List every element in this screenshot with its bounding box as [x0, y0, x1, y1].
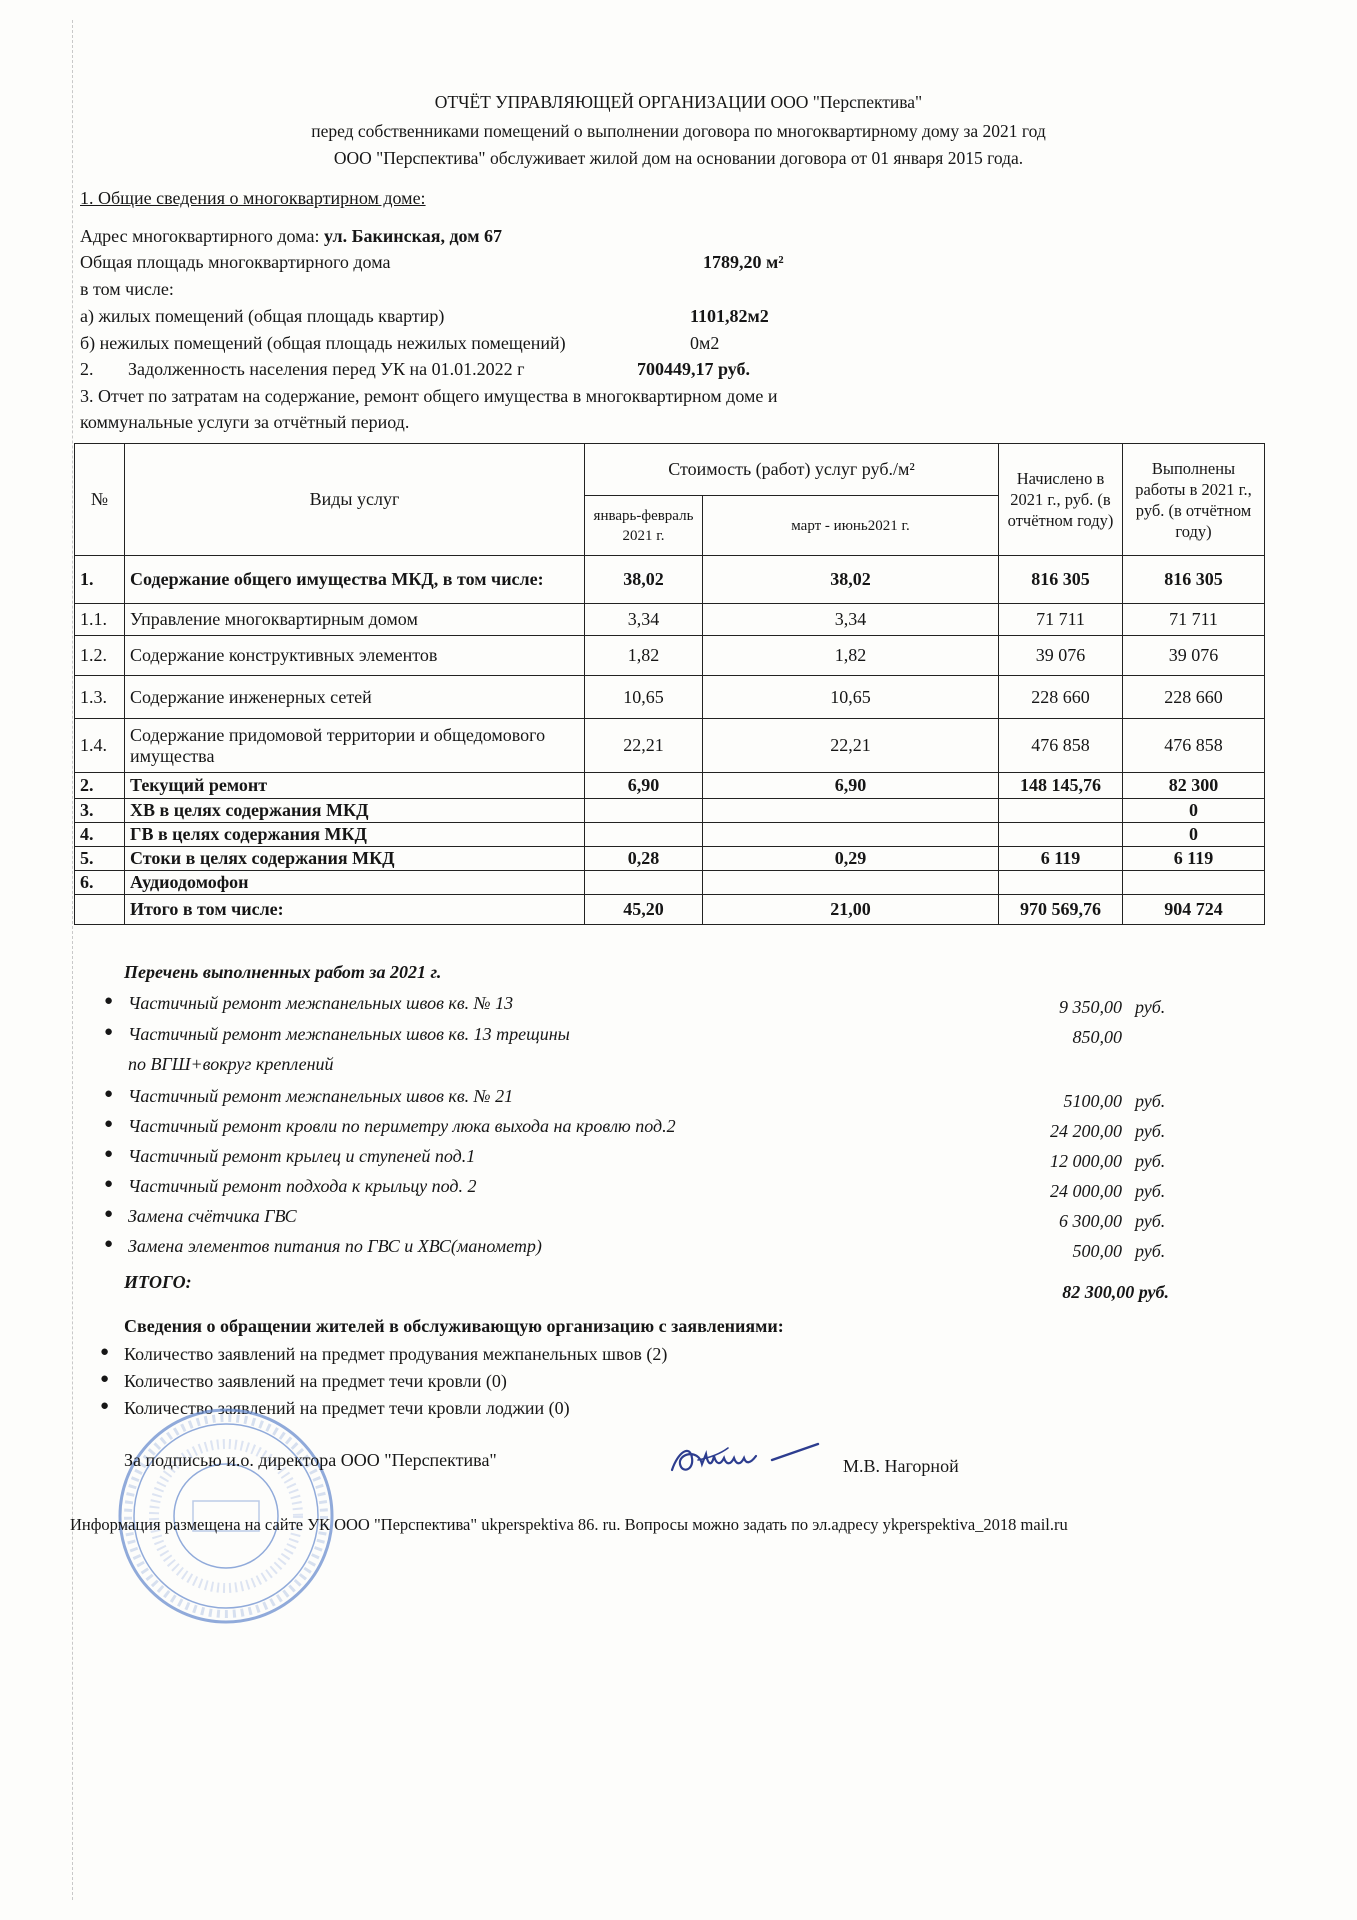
col-header-mar-jun: март - июнь2021 г. — [703, 496, 999, 556]
table-row — [75, 871, 1265, 895]
row-name: ГВ в целях содержания МКД — [125, 823, 585, 847]
row-charged — [999, 799, 1123, 823]
report-title: ОТЧЁТ УПРАВЛЯЮЩЕЙ ОРГАНИЗАЦИИ ООО "Перспектива" — [434, 92, 923, 112]
area-value: 1789,20 м² — [703, 252, 784, 272]
handwritten-signature — [668, 1434, 838, 1482]
row-cost-mar-jun — [703, 871, 999, 895]
row-cost-jan-feb — [585, 871, 703, 895]
row-charged: 228 660 — [999, 676, 1123, 719]
work-item: ● Замена элементов питания по ГВС и ХВС(манометр) — [128, 1236, 542, 1257]
col-header-jan-feb: январь-февраль 2021 г. — [585, 496, 703, 556]
work-amount: 850,00 — [1072, 1027, 1122, 1047]
director-name: М.В. Нагорной — [843, 1456, 959, 1476]
row-cost-jan-feb — [585, 823, 703, 847]
work-amount: 6 300,00 — [1059, 1211, 1122, 1231]
row-name: Текущий ремонт — [125, 773, 585, 799]
row-num: 1. — [75, 556, 125, 604]
row-cost-jan-feb — [585, 799, 703, 823]
address-label: Адрес многоквартирного дома: — [80, 226, 324, 246]
table-row — [75, 719, 1265, 773]
report-subtitle: перед собственниками помещений о выполнении договора по многоквартирному дому за 2021 год — [311, 121, 1046, 141]
row-done: 904 724 — [1123, 895, 1265, 925]
services-table — [74, 443, 1265, 925]
row-name: Управление многоквартирным домом — [125, 604, 585, 636]
work-item-continuation: по ВГШ+вокруг креплений — [128, 1054, 334, 1074]
work-unit: руб. — [1135, 1121, 1166, 1141]
debt-value: 700449,17 руб. — [637, 359, 751, 379]
complaints-title: Сведения о обращении жителей в обслуживающую организацию с заявлениями: — [124, 1316, 784, 1336]
row-name: Содержание инженерных сетей — [125, 676, 585, 719]
table-row — [75, 556, 1265, 604]
col-header-num: № — [75, 444, 125, 556]
table-row — [75, 604, 1265, 636]
row-cost-mar-jun: 38,02 — [703, 556, 999, 604]
table-row — [75, 847, 1265, 871]
row-name: Итого в том числе: — [125, 895, 585, 925]
table-header-row — [75, 444, 1265, 496]
works-total-value: 82 300,00 руб. — [1062, 1282, 1169, 1302]
section-general-title: 1. Общие сведения о многоквартирном доме: — [80, 188, 426, 208]
row-cost-mar-jun: 10,65 — [703, 676, 999, 719]
work-amount: 5100,00 — [1063, 1091, 1122, 1111]
residential-area-value: 1101,82м2 — [690, 306, 769, 326]
row-num — [75, 895, 125, 925]
row-done: 228 660 — [1123, 676, 1265, 719]
work-unit: руб. — [1135, 1091, 1166, 1111]
including-label: в том числе: — [80, 279, 174, 299]
work-unit: руб. — [1135, 1241, 1166, 1261]
row-num: 4. — [75, 823, 125, 847]
row-num: 1.2. — [75, 636, 125, 676]
address-value: ул. Бакинская, дом 67 — [323, 226, 502, 246]
col-header-done: Выполнены работы в 2021 г., руб. (в отчётном году) — [1123, 444, 1265, 556]
row-done: 71 711 — [1123, 604, 1265, 636]
row-done: 0 — [1123, 823, 1265, 847]
work-item: ● Частичный ремонт межпанельных швов кв. 13 трещины — [128, 1024, 570, 1045]
row-cost-jan-feb: 0,28 — [585, 847, 703, 871]
area-label: Общая площадь многоквартирного дома — [80, 252, 391, 272]
complaint-item: ● Количество заявлений на предмет течи кровли лоджии (0) — [124, 1398, 570, 1419]
work-amount: 500,00 — [1072, 1241, 1122, 1261]
row-num: 3. — [75, 799, 125, 823]
table-total-row — [75, 895, 1265, 925]
costs-intro-line2: коммунальные услуги за отчётный период. — [80, 412, 410, 432]
complaint-item: ● Количество заявлений на предмет течи кровли (0) — [124, 1371, 507, 1392]
row-charged: 148 145,76 — [999, 773, 1123, 799]
complaint-item: ● Количество заявлений на предмет продувания межпанельных швов (2) — [124, 1344, 667, 1365]
row-done: 476 858 — [1123, 719, 1265, 773]
debt-number: 2. — [80, 359, 94, 379]
row-name: Содержание общего имущества МКД, в том числе: — [125, 556, 585, 604]
row-charged — [999, 823, 1123, 847]
row-cost-jan-feb: 45,20 — [585, 895, 703, 925]
costs-intro-line1: 3. Отчет по затратам на содержание, ремонт общего имущества в многоквартирном доме и — [80, 386, 778, 406]
work-amount: 24 200,00 — [1050, 1121, 1122, 1141]
row-cost-jan-feb: 6,90 — [585, 773, 703, 799]
work-amount: 24 000,00 — [1050, 1181, 1122, 1201]
row-done: 816 305 — [1123, 556, 1265, 604]
row-charged: 71 711 — [999, 604, 1123, 636]
row-cost-jan-feb: 22,21 — [585, 719, 703, 773]
signature-label: За подписью и.о. директора ООО "Перспектива" — [124, 1450, 497, 1470]
debt-label: Задолженность населения перед УК на 01.01.2022 г — [128, 359, 525, 379]
row-cost-jan-feb: 38,02 — [585, 556, 703, 604]
row-charged: 970 569,76 — [999, 895, 1123, 925]
nonresidential-area-label: б) нежилых помещений (общая площадь нежилых помещений) — [80, 333, 566, 353]
row-charged: 39 076 — [999, 636, 1123, 676]
row-num: 2. — [75, 773, 125, 799]
row-done — [1123, 871, 1265, 895]
scan-edge-line — [72, 20, 73, 1900]
work-amount: 12 000,00 — [1050, 1151, 1122, 1171]
table-row — [75, 773, 1265, 799]
row-cost-mar-jun — [703, 823, 999, 847]
nonresidential-area-value: 0м2 — [690, 333, 720, 353]
row-num: 6. — [75, 871, 125, 895]
row-name: Аудиодомофон — [125, 871, 585, 895]
col-header-services: Виды услуг — [125, 444, 585, 556]
residential-area-label: а) жилых помещений (общая площадь квартир) — [80, 306, 445, 326]
row-name: Содержание конструктивных элементов — [125, 636, 585, 676]
row-cost-jan-feb: 10,65 — [585, 676, 703, 719]
row-cost-mar-jun: 6,90 — [703, 773, 999, 799]
col-header-cost: Стоимость (работ) услуг руб./м² — [585, 444, 999, 496]
col-header-charged: Начислено в 2021 г., руб. (в отчётном году) — [999, 444, 1123, 556]
work-item: ● Частичный ремонт крылец и ступеней под.1 — [128, 1146, 475, 1167]
row-num: 1.4. — [75, 719, 125, 773]
row-name: ХВ в целях содержания МКД — [125, 799, 585, 823]
row-cost-mar-jun — [703, 799, 999, 823]
row-name: Содержание придомовой территории и общедомового имущества — [125, 719, 585, 773]
work-item: ● Частичный ремонт подхода к крыльцу под. 2 — [128, 1176, 477, 1197]
row-name: Стоки в целях содержания МКД — [125, 847, 585, 871]
work-item: ● Частичный ремонт межпанельных швов кв. № 13 — [128, 993, 513, 1014]
row-cost-mar-jun: 0,29 — [703, 847, 999, 871]
row-num: 5. — [75, 847, 125, 871]
row-done: 6 119 — [1123, 847, 1265, 871]
work-item: ● Частичный ремонт кровли по периметру люка выхода на кровлю под.2 — [128, 1116, 676, 1137]
table-row — [75, 636, 1265, 676]
work-item: ● Замена счётчика ГВС — [128, 1206, 297, 1227]
row-cost-jan-feb: 3,34 — [585, 604, 703, 636]
row-num: 1.3. — [75, 676, 125, 719]
row-cost-mar-jun: 22,21 — [703, 719, 999, 773]
row-charged: 476 858 — [999, 719, 1123, 773]
work-unit: руб. — [1135, 1181, 1166, 1201]
address-line — [80, 226, 502, 247]
row-cost-mar-jun: 3,34 — [703, 604, 999, 636]
work-amount: 9 350,00 — [1059, 997, 1122, 1017]
work-item: ● Частичный ремонт межпанельных швов кв. № 21 — [128, 1086, 513, 1107]
work-unit: руб. — [1135, 1151, 1166, 1171]
contract-info: ООО "Перспектива" обслуживает жилой дом на основании договора от 01 января 2015 года. — [333, 148, 1024, 168]
row-done: 82 300 — [1123, 773, 1265, 799]
table-row — [75, 799, 1265, 823]
row-charged: 6 119 — [999, 847, 1123, 871]
row-charged — [999, 871, 1123, 895]
works-title: Перечень выполненных работ за 2021 г. — [124, 962, 442, 982]
row-num: 1.1. — [75, 604, 125, 636]
row-done: 39 076 — [1123, 636, 1265, 676]
row-cost-mar-jun: 21,00 — [703, 895, 999, 925]
works-total-label: ИТОГО: — [124, 1272, 192, 1292]
row-cost-mar-jun: 1,82 — [703, 636, 999, 676]
table-row — [75, 823, 1265, 847]
row-charged: 816 305 — [999, 556, 1123, 604]
footer-info: Информация размещена на сайте УК ООО "Перспектива" ukperspektiva 86. ru. Вопросы можно задать по эл.адресу ykperspektiva_2018 mail.ru — [70, 1515, 1068, 1534]
row-done: 0 — [1123, 799, 1265, 823]
row-cost-jan-feb: 1,82 — [585, 636, 703, 676]
table-row — [75, 676, 1265, 719]
work-unit: руб. — [1135, 1211, 1166, 1231]
work-unit: руб. — [1135, 997, 1166, 1017]
